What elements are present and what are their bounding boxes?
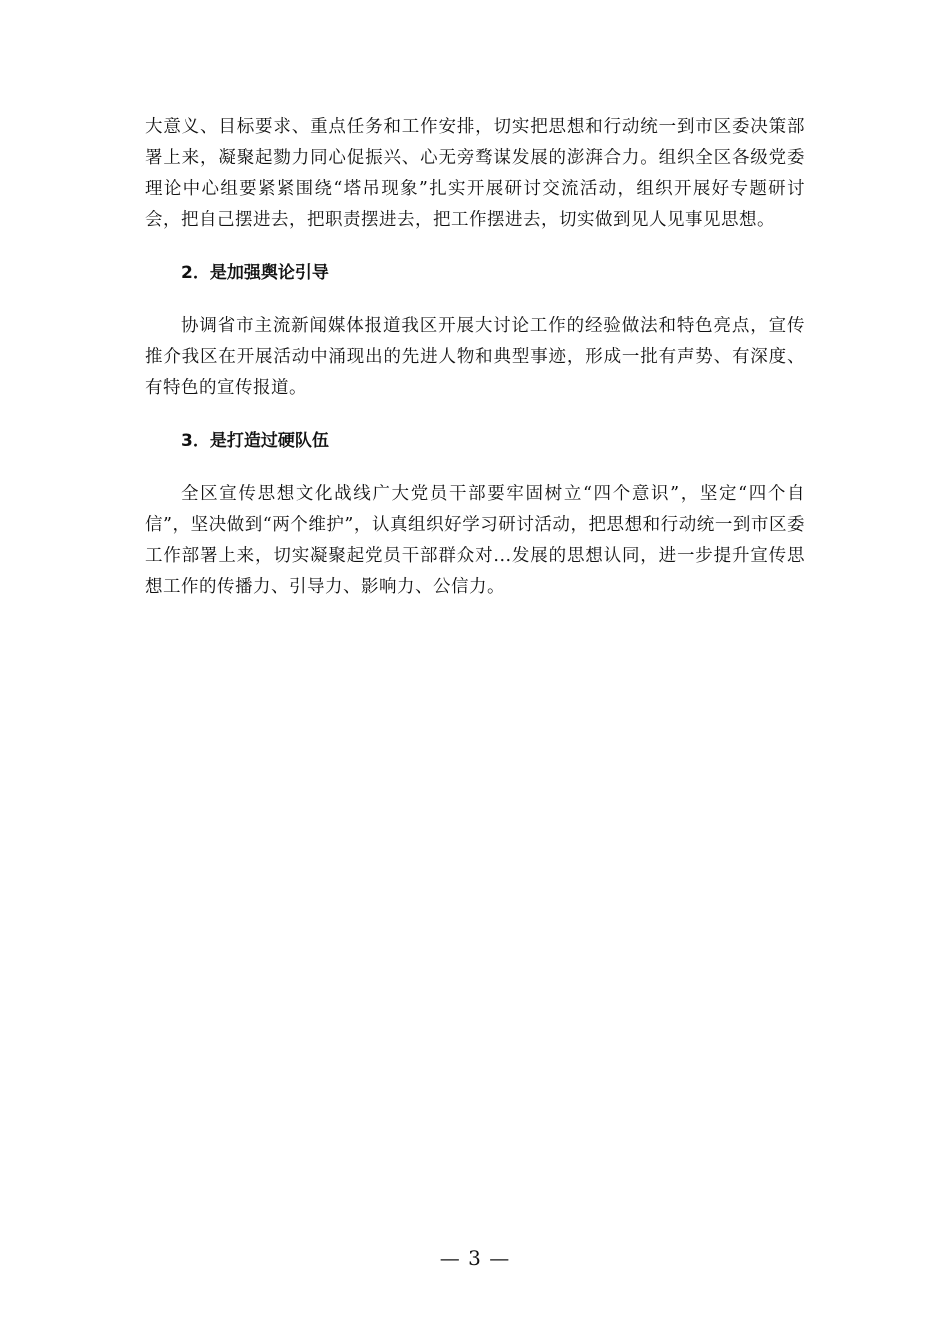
section-heading-2: 2．是加强舆论引导 — [181, 263, 329, 283]
paragraph-media-guidance: 协调省市主流新闻媒体报道我区开展大讨论工作的经验做法和特色亮点，宣传推介我区在开展活动中涌现出的先进人物和典型事迹，形成一批有声势、有深度、有特色的宣传报道。 — [145, 316, 805, 398]
document-body — [145, 112, 805, 603]
page-number: — 3 — — [439, 1246, 511, 1270]
paragraph-continuation: 大意义、目标要求、重点任务和工作安排，切实把思想和行动统一到市区委决策部署上来，凝聚起勠力同心促振兴、心无旁骛谋发展的澎湃合力。组织全区各级党委理论中心组要紧紧围绕“塔吊现象”扎实开展研讨交流活动，组织开展好专题研讨会，把自己摆进去，把职责摆进去，把工作摆进去，切实做到见人见事见思想。 — [145, 117, 805, 230]
section-heading-3: 3．是打造过硬队伍 — [181, 431, 329, 451]
paragraph-team-building: 全区宣传思想文化战线广大党员干部要牢固树立“四个意识”，坚定“四个自信”，坚决做到“两个维护”，认真组织好学习研讨活动，把思想和行动统一到市区委工作部署上来，切实凝聚起党员干部群众对...发展的思想认同，进一步提升宣传思想工作的传播力、引导力、影响力、公信力。 — [145, 484, 805, 597]
